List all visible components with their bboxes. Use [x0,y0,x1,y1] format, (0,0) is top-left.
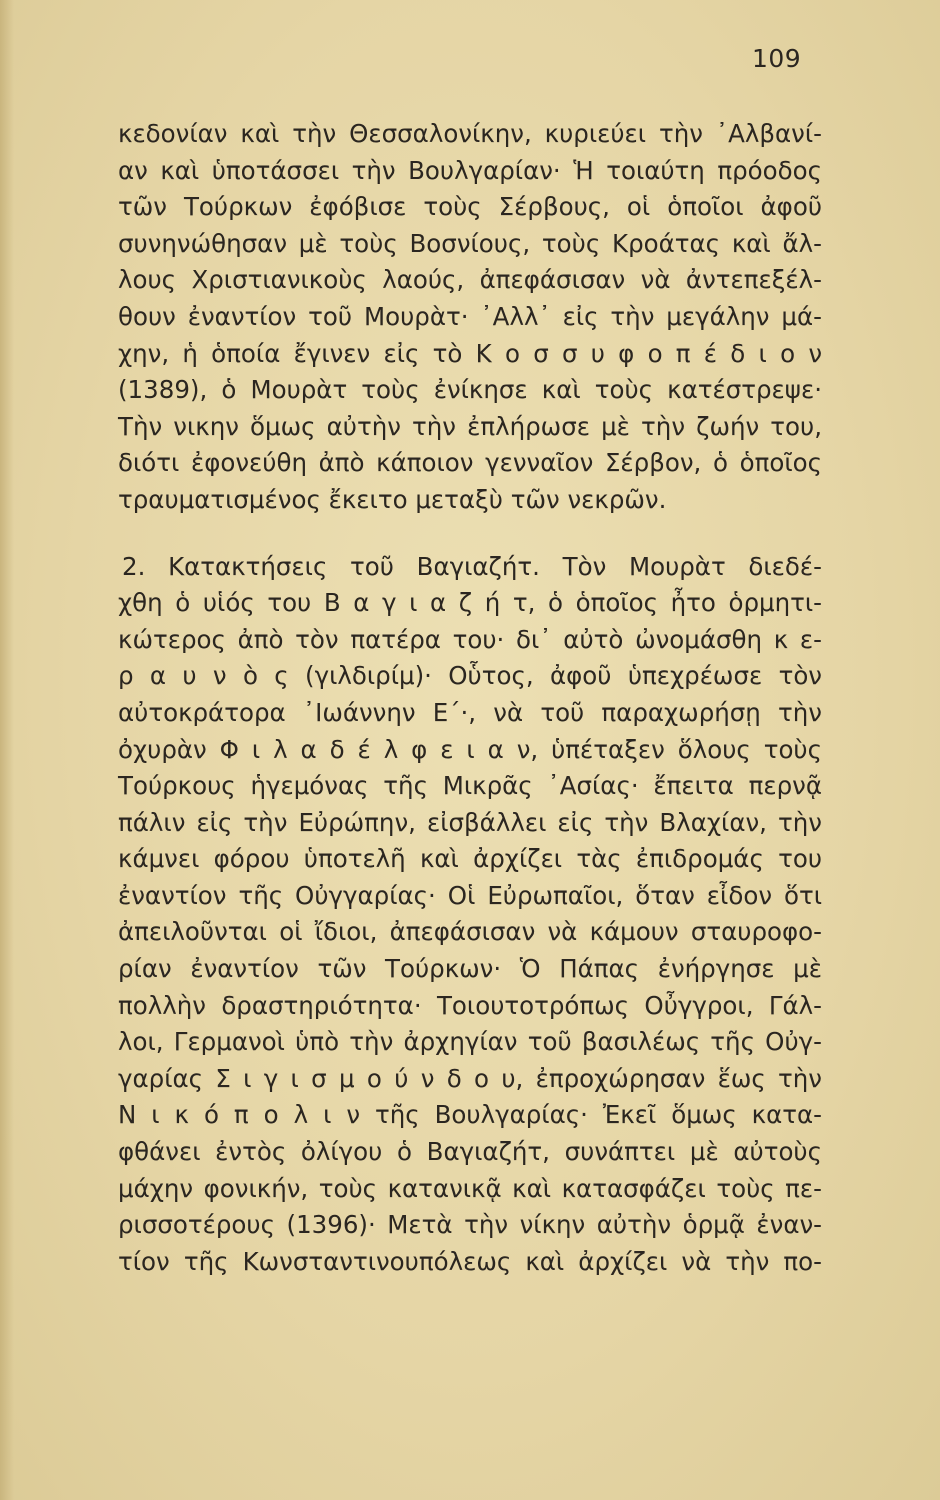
text-line: κεδονίαν καὶ τὴν Θεσσαλονίκην, κυριεύει τὴν ᾿Αλβανί- [118,119,822,148]
text-line: Τὴν νικην ὅμως αὐτὴν τὴν ἐπλήρωσε μὲ τὴν ζωήν του, [118,411,822,441]
text-line: τραυματισμένος ἔκειτο μεταξὺ τῶν νεκρῶν. [118,484,667,514]
text-line: γαρίας Σ ι γ ι σ μ ο ύ ν δ ο υ, ἐπροχώρησαν ἕως τὴν [118,1063,822,1093]
text-line: (1389), ὁ Μουρὰτ τοὺς ἐνίκησε καὶ τοὺς κατέστρεψε· [118,375,822,405]
text-line: Ν ι κ ό π ο λ ι ν τῆς Βουλγαρίας· Ἐκεῖ ὅμως κατα- [118,1100,822,1130]
section-spacer [118,519,822,549]
section-heading-line: 2. Κατακτήσεις τοῦ Βαγιαζήτ. Τὸν Μουρὰτ διεδέ- [122,551,822,581]
text-line: χην, ἡ ὁποία ἔγινεν εἰς τὸ Κ ο σ σ υ φ ο π έ δ ι ο ν [118,338,822,368]
text-line: ἐναντίον τῆς Οὐγγαρίας· Οἱ Εὐρωπαῖοι, ὅταν εἶδον ὅτι [118,880,822,910]
text-line: πάλιν εἰς τὴν Εὐρώπην, εἰσβάλλει εἰς τὴν Βλαχίαν, τὴν [118,807,822,837]
body-text [118,116,822,1280]
text-line: ὀχυρὰν Φ ι λ α δ έ λ φ ε ι α ν, ὑπέταξεν ὅλους τοὺς [118,734,822,764]
text-line: διότι ἐφονεύθη ἀπὸ κάποιον γενναῖον Σέρβον, ὁ ὁποῖος [118,448,822,478]
paragraph-murad [118,116,822,519]
text-line: αν καὶ ὑποτάσσει τὴν Βουλγαρίαν· Ἡ τοιαύτη πρόοδος [118,155,822,185]
text-line: λους Χριστιανικοὺς λαούς, ἀπεφάσισαν νὰ ἀντεπεξέλ- [118,265,822,295]
page-binding-edge [0,0,14,1500]
text-line: ἀπειλοῦνται οἱ ἴδιοι, ἀπεφάσισαν νὰ κάμουν σταυροφο- [118,917,822,947]
text-line: χθη ὁ υἱός του Β α γ ι α ζ ή τ, ὁ ὁποῖος ἦτο ὁρμητι- [118,588,822,618]
text-line: θουν ἐναντίον τοῦ Μουρὰτ· ᾿Αλλ᾿ εἰς τὴν μεγάλην μά- [118,301,822,331]
text-line: τῶν Τούρκων ἐφόβισε τοὺς Σέρβους, οἱ ὁποῖοι ἀφοῦ [118,192,822,222]
section-bayezid [118,549,822,1281]
text-line: Τούρκους ἡγεμόνας τῆς Μικρᾶς ᾿Ασίας· ἔπειτα περνᾷ [118,771,822,801]
text-line: κάμνει φόρου ὑποτελῆ καὶ ἀρχίζει τὰς ἐπιδρομάς του [118,844,822,874]
text-line: τίον τῆς Κωνσταντινουπόλεως καὶ ἀρχίζει νὰ τὴν πο- [118,1246,822,1276]
text-line: ρίαν ἐναντίον τῶν Τούρκων· Ὁ Πάπας ἐνήργησε μὲ [118,954,822,984]
text-line: μάχην φονικήν, τοὺς κατανικᾷ καὶ κατασφάζει τοὺς πε- [118,1173,822,1203]
text-line: αὐτοκράτορα ᾿Ιωάννην Ε΄·, νὰ τοῦ παραχωρήσῃ τὴν [118,697,822,727]
text-line: ρισσοτέρους (1396)· Μετὰ τὴν νίκην αὐτὴν ὁρμᾷ ἐναν- [118,1210,822,1240]
text-line: συνηνώθησαν μὲ τοὺς Βοσνίους, τοὺς Κροάτας καὶ ἄλ- [118,228,822,258]
text-line: πολλὴν δραστηριότητα· Τοιουτοτρόπως Οὖγγροι, Γάλ- [118,990,822,1020]
text-line: κώτερος ἀπὸ τὸν πατέρα του· δι᾿ αὐτὸ ὠνομάσθη κ ε- [118,624,822,654]
text-line: λοι, Γερμανοὶ ὑπὸ τὴν ἀρχηγίαν τοῦ βασιλέως τῆς Οὐγ- [118,1027,822,1057]
text-line: φθάνει ἐντὸς ὀλίγου ὁ Βαγιαζήτ, συνάπτει μὲ αὐτοὺς [118,1137,822,1167]
page-number: 109 [752,44,802,73]
text-line: ρ α υ ν ὸ ς (γιλδιρίμ)· Οὗτος, ἀφοῦ ὑπεχρέωσε τὸν [118,661,822,691]
